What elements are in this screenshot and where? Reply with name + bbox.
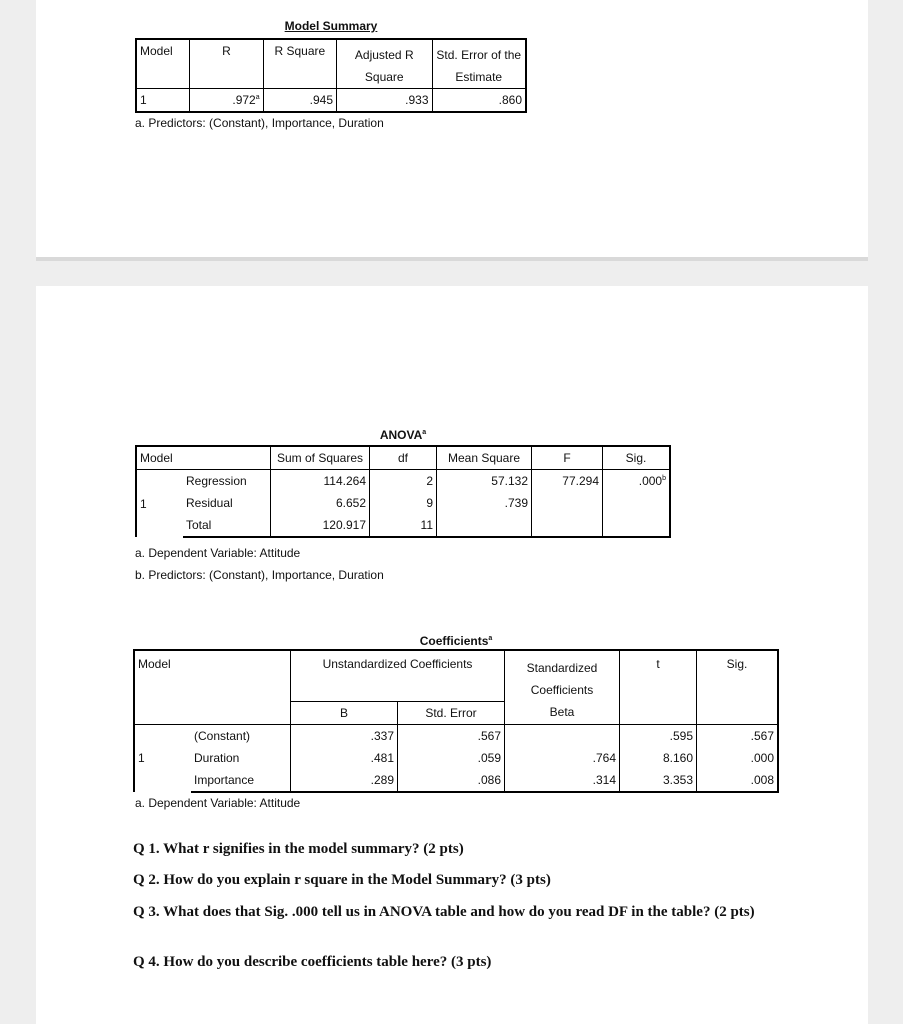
coef-cell: .000 — [697, 747, 779, 769]
coef-header-std-line1: Standardized — [526, 661, 598, 675]
coef-header-t: t — [620, 650, 697, 724]
anova-cell: 2 — [370, 470, 437, 493]
coef-row-label: Importance — [191, 769, 291, 792]
coef-cell: .481 — [291, 747, 398, 769]
anova-cell — [437, 514, 532, 537]
anova-sig-value: .000 — [638, 474, 663, 488]
ms-header-se-line1: Std. Error of the — [436, 48, 522, 62]
ms-header-std-error — [432, 39, 526, 89]
coefficients-title-text: Coefficients — [419, 634, 489, 648]
coef-row-label: (Constant) — [191, 724, 291, 747]
coef-header-b: B — [291, 701, 398, 724]
anova-cell: 77.294 — [532, 470, 603, 493]
anova-cell: 9 — [370, 492, 437, 514]
coef-cell — [505, 724, 620, 747]
question-1: Q 1. What r signifies in the model summary? (2 pts) — [133, 841, 464, 857]
anova-cell-sig — [603, 470, 671, 493]
coef-cell: .008 — [697, 769, 779, 792]
coef-header-std — [505, 650, 620, 701]
ms-cell-r-square: .945 — [263, 89, 336, 113]
coef-cell: 3.353 — [620, 769, 697, 792]
ms-header-adj-line2: Square — [364, 70, 404, 84]
ms-cell-adj-r-square: .933 — [337, 89, 432, 113]
coef-model-cell: 1 — [134, 724, 191, 792]
coef-cell: .567 — [697, 724, 779, 747]
coef-row-label: Duration — [194, 750, 240, 765]
anova-header-model: Model — [136, 446, 271, 470]
anova-row-label: Total — [183, 514, 271, 537]
anova-note-a: a. Dependent Variable: Attitude — [135, 546, 301, 560]
ms-cell-std-error: .860 — [432, 89, 526, 113]
coef-cell: .337 — [291, 724, 398, 747]
coef-header-se: Std. Error — [398, 701, 505, 724]
anova-header-df: df — [370, 446, 437, 470]
anova-cell — [603, 492, 671, 514]
anova-cell: 6.652 — [271, 492, 370, 514]
model-summary-title: Model Summary — [284, 19, 378, 33]
anova-title — [135, 428, 671, 442]
question-2: Q 2. How do you explain r square in the Model Summary? (3 pts) — [133, 872, 551, 888]
coef-cell: .595 — [620, 724, 697, 747]
question-3: Q 3. What does that Sig. .000 tell us in ANOVA table and how do you read DF in the table? (2 pts) — [133, 904, 755, 920]
ms-note: a. Predictors: (Constant), Importance, Duration — [135, 116, 384, 130]
coef-header-unstd: Unstandardized Coefficients — [291, 650, 505, 701]
anova-title-sup: a — [422, 429, 427, 436]
anova-cell — [603, 514, 671, 537]
coef-header-model: Model — [134, 650, 291, 724]
coef-cell: .086 — [398, 769, 505, 792]
ms-header-model: Model — [136, 39, 190, 89]
coef-note: a. Dependent Variable: Attitude — [135, 796, 301, 810]
coef-cell: 8.160 — [620, 747, 697, 769]
coefficients-title — [133, 634, 779, 648]
ms-header-r: R — [190, 39, 263, 89]
ms-cell-r — [190, 89, 263, 113]
coef-header-std-line2: Coefficients — [530, 683, 594, 697]
anova-cell: 120.917 — [271, 514, 370, 537]
anova-header-f: F — [532, 446, 603, 470]
ms-r-value: .972 — [232, 93, 256, 107]
coef-cell: .059 — [398, 747, 505, 769]
ms-header-se-line2: Estimate — [455, 70, 503, 84]
anova-cell: 114.264 — [271, 470, 370, 493]
anova-cell — [532, 492, 603, 514]
coef-cell: .567 — [398, 724, 505, 747]
coefficients-title-sup: a — [488, 635, 493, 642]
anova-note-b: b. Predictors: (Constant), Importance, Duration — [135, 568, 384, 582]
coef-cell: .289 — [291, 769, 398, 792]
anova-row-label: Residual — [186, 496, 233, 510]
question-4: Q 4. How do you describe coefficients table here? (3 pts) — [133, 954, 492, 970]
anova-cell: 57.132 — [437, 470, 532, 493]
coef-cell: .314 — [505, 769, 620, 792]
coef-header-beta: Beta — [505, 701, 620, 724]
coef-header-sig: Sig. — [697, 650, 779, 724]
anova-title-text: ANOVA — [379, 428, 423, 442]
page-separator — [36, 257, 868, 261]
anova-header-ms: Mean Square — [437, 446, 532, 470]
anova-model-cell: 1 — [136, 470, 183, 538]
ms-cell-model: 1 — [136, 89, 190, 113]
anova-header-ss: Sum of Squares — [271, 446, 370, 470]
anova-sig-footnote: b — [662, 475, 666, 482]
anova-header-sig: Sig. — [603, 446, 671, 470]
ms-header-adj-line1: Adjusted R — [354, 48, 414, 62]
anova-cell — [532, 514, 603, 537]
coef-cell: .764 — [505, 747, 620, 769]
ms-r-footnote: a — [255, 94, 260, 101]
ms-header-adj-r-square — [337, 39, 432, 89]
anova-cell: 11 — [370, 514, 437, 537]
anova-cell: .739 — [437, 492, 532, 514]
ms-header-r-square: R Square — [263, 39, 336, 89]
anova-row-label: Regression — [186, 474, 247, 488]
